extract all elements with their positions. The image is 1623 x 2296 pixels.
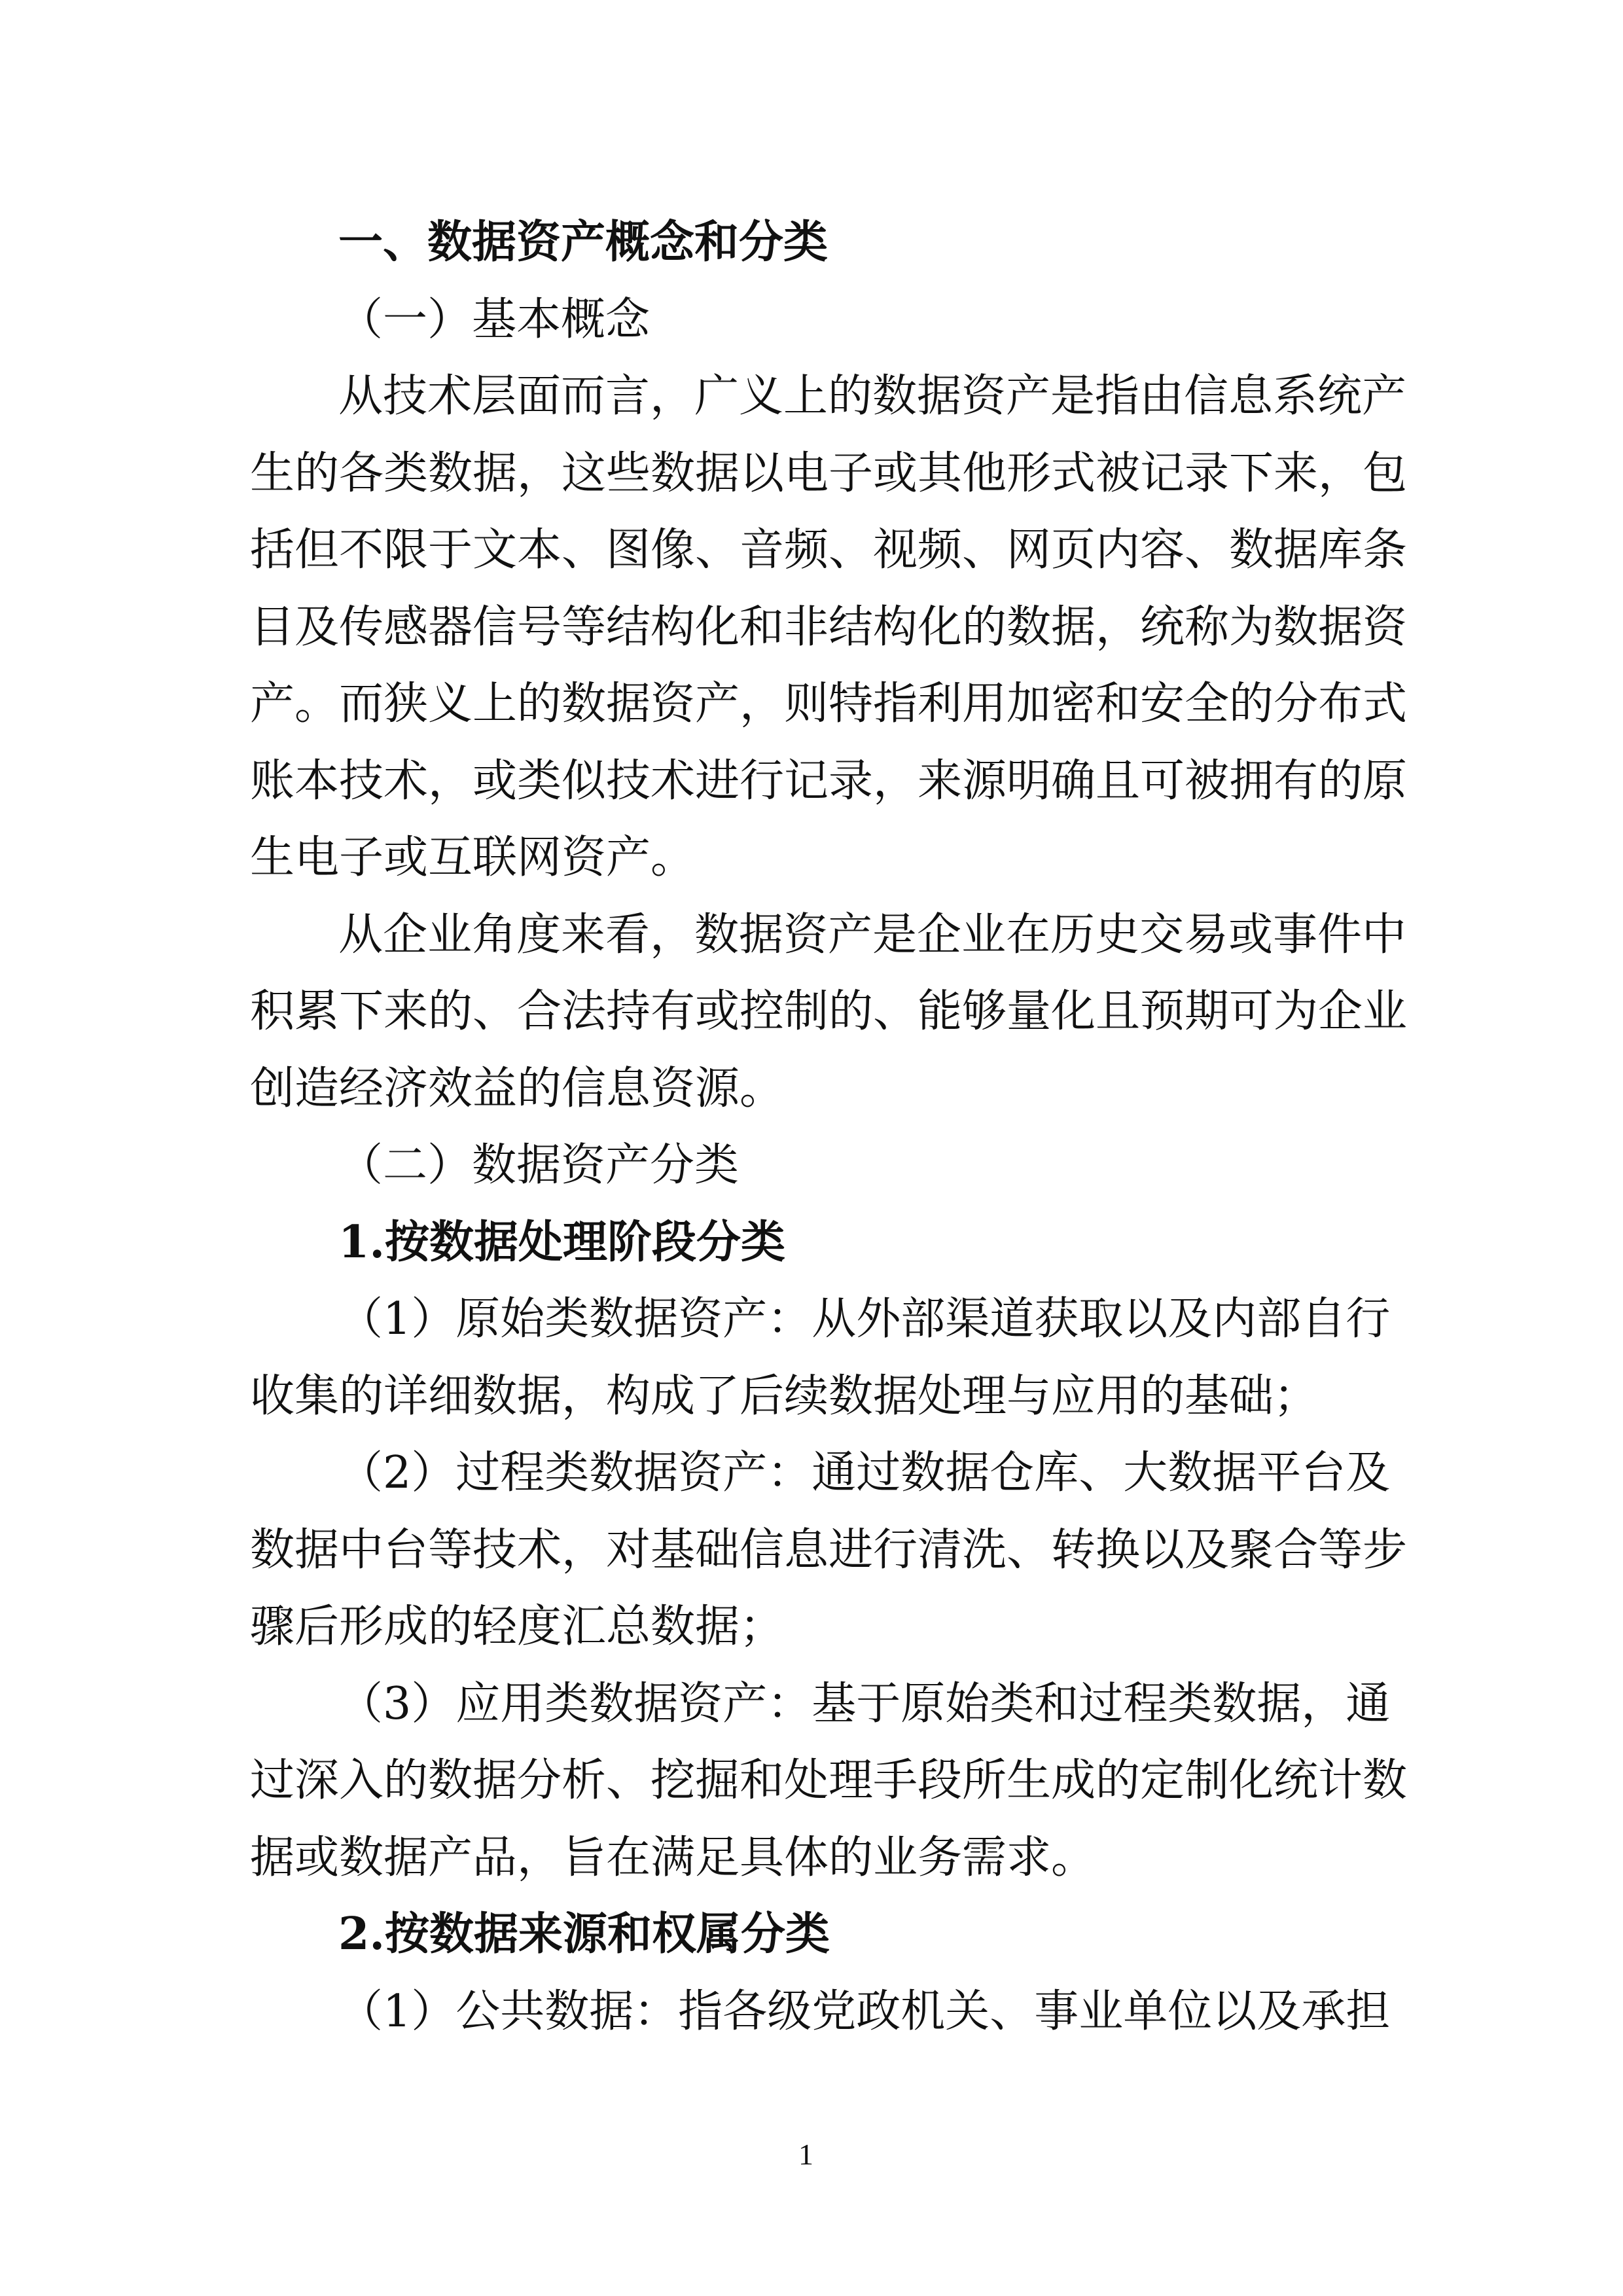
subsection-title-source-ownership: 2.按数据来源和权属分类 [338,1908,830,1960]
list-item-line: 数据中台等技术，对基础信息进行清洗、转换以及聚合等步 [250,1524,1408,1576]
page-number: 1 [798,2138,813,2171]
paragraph-line: 账本技术，或类似技术进行记录，来源明确且可被拥有的原 [250,755,1408,807]
section-title-basic-concepts: （一）基本概念 [338,294,651,346]
list-item-line: （1）原始类数据资产：从外部渠道获取以及内部自行 [338,1293,1391,1345]
list-item-line: 收集的详细数据，构成了后续数据处理与应用的基础； [250,1371,1319,1422]
heading-1: 一、数据资产概念和分类 [338,216,829,268]
paragraph-line: 生的各类数据，这些数据以电子或其他形式被记录下来，包 [250,448,1408,499]
list-item-line: 过深入的数据分析、挖掘和处理手段所生成的定制化统计数 [250,1755,1408,1806]
list-item-line: （3）应用类数据资产：基于原始类和过程类数据，通 [338,1678,1391,1730]
paragraph-line: 积累下来的、合法持有或控制的、能够量化且预期可为企业 [250,986,1408,1037]
list-item-line: （1）公共数据：指各级党政机关、事业单位以及承担 [338,1986,1391,2037]
paragraph-line: 创造经济效益的信息资源。 [250,1063,785,1115]
paragraph-line: 生电子或互联网资产。 [250,832,696,884]
subsection-title-processing-stage: 1.按数据处理阶段分类 [338,1216,785,1268]
paragraph-line: 从技术层面而言，广义上的数据资产是指由信息系统产 [338,370,1407,422]
list-item-line: （2）过程类数据资产：通过数据仓库、大数据平台及 [338,1447,1391,1499]
section-title-classification: （二）数据资产分类 [338,1139,740,1191]
paragraph-line: 从企业角度来看，数据资产是企业在历史交易或事件中 [338,909,1407,961]
paragraph-line: 括但不限于文本、图像、音频、视频、网页内容、数据库条 [250,524,1408,576]
paragraph-line: 目及传感器信号等结构化和非结构化的数据，统称为数据资 [250,601,1408,653]
list-item-line: 据或数据产品，旨在满足具体的业务需求。 [250,1832,1096,1884]
paragraph-line: 产。而狭义上的数据资产，则特指利用加密和安全的分布式 [250,678,1408,730]
list-item-line: 骤后形成的轻度汇总数据； [250,1601,785,1653]
